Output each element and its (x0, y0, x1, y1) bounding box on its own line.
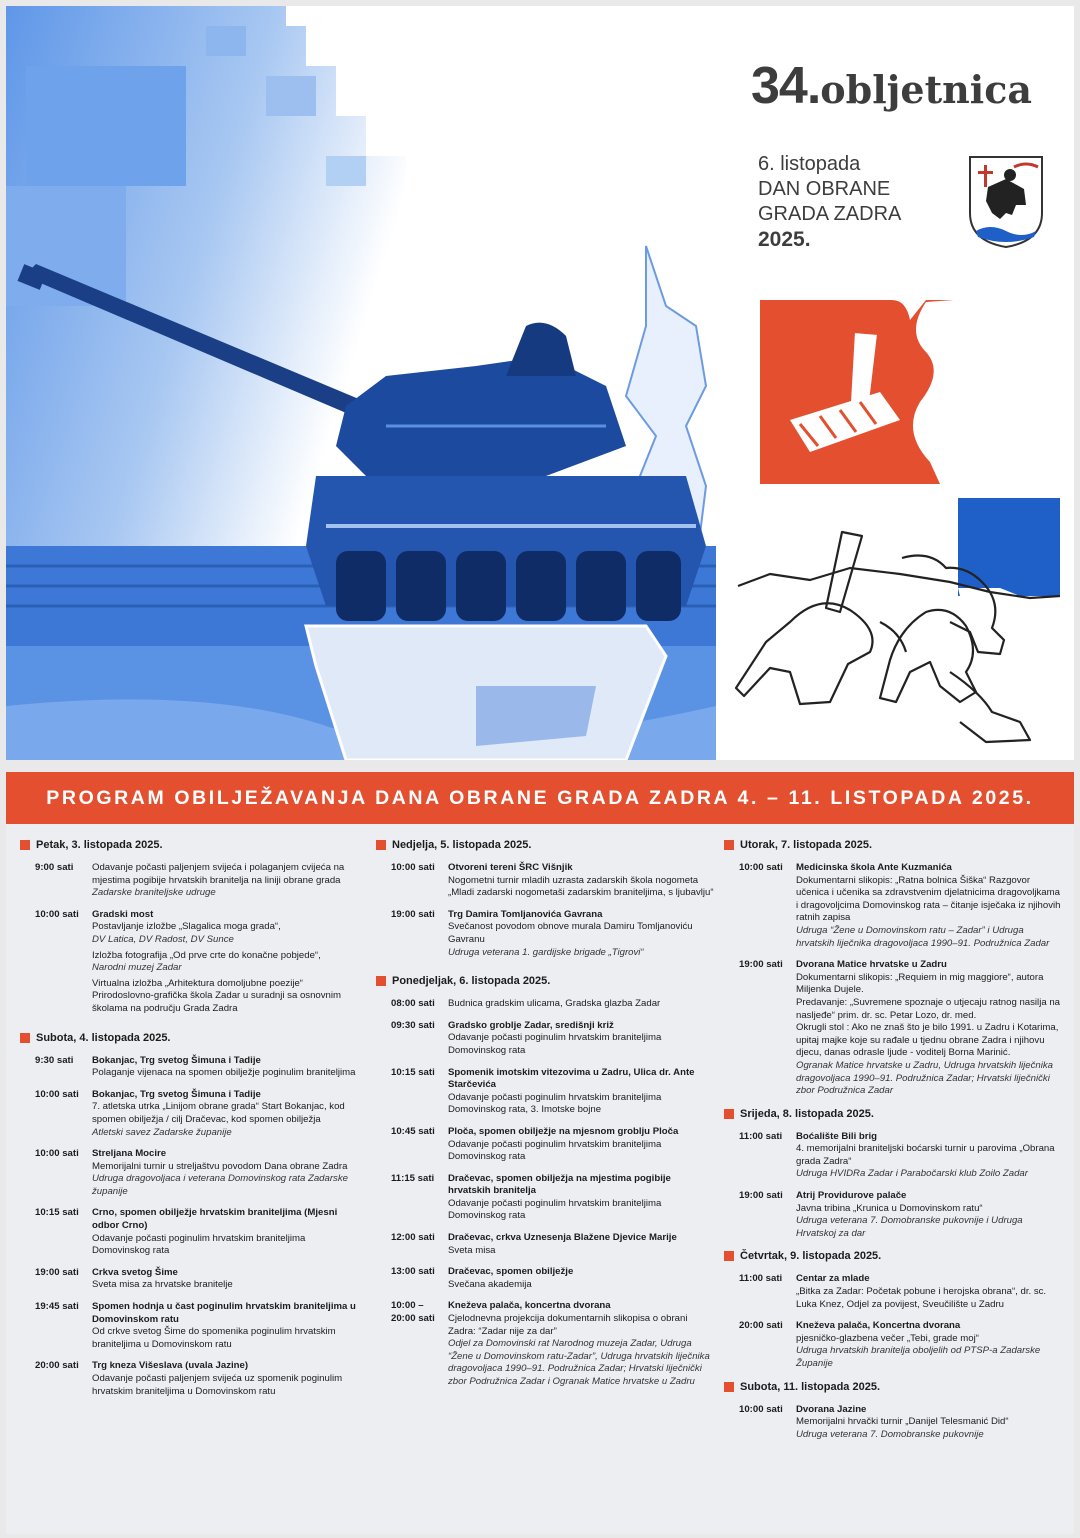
event-place: Medicinska škola Ante Kuzmanića (796, 862, 952, 873)
day-heading (376, 974, 716, 988)
event-item (376, 909, 716, 959)
event-item (376, 1300, 716, 1388)
event-item (376, 998, 716, 1011)
event-description: Memorijalni turnir u streljaštvu povodom Dana obrane Zadra (92, 1160, 348, 1172)
event-item (20, 1148, 360, 1198)
event-description: Od crkve svetog Šime do spomenika poginulim hrvatskim braniteljima u Domovinskom ratu (92, 1326, 336, 1350)
anniversary-word: obljetnica (820, 67, 1032, 112)
event-organizer: Odjel za Domovinski rat Narodnog muzeja Zadar, Udruga “Žene u Domovinskom ratu-Zadar”, Udruga hrvatskih liječnika dragovoljaca 1990–91. Podružnica Zadar; Hrvatski liječnički zbor Podružnica Zadar i Ogranak Matice hrvatske u Zadru (448, 1338, 710, 1387)
title-line-1: DAN OBRANE (758, 178, 891, 200)
event-time: 19:00 sati (739, 1190, 783, 1202)
event-place: Bokanjac, Trg svetog Šimuna i Tadije (92, 1054, 261, 1066)
event-description: Postavljanje izložbe „Slagalica moga grada“, (92, 921, 281, 933)
event-time: 10:15 sati (391, 1066, 435, 1078)
event-item (724, 1320, 1064, 1370)
event-time: 19:00 sati (35, 1266, 79, 1278)
event-item (376, 1020, 716, 1058)
event-organizer: Udruga veterana 7. Domobranske pukovnije (796, 1428, 984, 1440)
event-place: Gradsko groblje Zadar, središnji križ (448, 1019, 614, 1031)
event-place: Trg Damira Tomljanovića Gavrana (448, 908, 603, 920)
event-time: 10:00 sati (739, 862, 783, 873)
tank-memorial-photo (6, 6, 716, 760)
event-time: 11:00 sati (739, 1273, 783, 1285)
event-time: 10:00 sati (739, 1403, 783, 1415)
event-item (724, 1273, 1064, 1311)
event-description: Dokumentarni slikopis: „Requiem in mig maggiore“, autora Miljenka Dujele. (796, 971, 1044, 996)
event-item (20, 1360, 360, 1398)
event-place: Trg kneza Višeslava (uvala Jazine) (92, 1360, 249, 1372)
event-place: Dračevac, spomen obilježja na mjestima pogibije hrvatskih branitelja (448, 1172, 671, 1197)
bullet-square-icon (724, 840, 734, 850)
event-time: 9:00 sati (35, 862, 74, 873)
event-time-end: 20:00 sati (391, 1313, 435, 1325)
schedule-column-3 (724, 838, 1064, 1450)
event-organizer: DV Latica, DV Radost, DV Sunce (92, 933, 234, 945)
event-place: Crno, spomen obilježje hrvatskim braniteljima (Mjesni odbor Crno) (92, 1207, 338, 1232)
event-time: 10:00 sati (35, 1148, 79, 1160)
event-place: Kneževa palača, Koncertna dvorana (796, 1320, 961, 1332)
event-organizer: Udruga “Žene u Domovinskom ratu – Zadar” i Udruga hrvatskih liječnika dragovoljaca 1990–91. Podružnica Zadar (796, 924, 1050, 949)
event-time: 12:00 sati (391, 1232, 435, 1244)
day-heading (724, 1249, 1064, 1263)
event-time: 09:30 sati (391, 1019, 435, 1031)
event-description: Javna tribina „Krunica u Domovinskom ratu“ (796, 1202, 983, 1214)
anniversary-number: 34. (751, 57, 821, 115)
event-time: 10:00 sati (391, 862, 435, 873)
event-item (724, 1190, 1064, 1240)
event-place: Atrij Providurove palače (796, 1190, 907, 1202)
event-item (20, 1055, 360, 1080)
day-title: Subota, 4. listopada 2025. (36, 1031, 171, 1044)
day-title: Utorak, 7. listopada 2025. (740, 839, 873, 851)
event-organizer: Zadarske braniteljske udruge (92, 887, 216, 899)
event-description: Svečana akademija (448, 1278, 532, 1290)
event-description: Predavanje: „Suvremene spoznaje o utjecaju ratnog nasilja na nasljeđe“ prim. dr. sc. Petar Lozo, dr. med. (796, 996, 1060, 1021)
event-item (376, 1232, 716, 1257)
event-description: 4. memorijalni braniteljski boćarski turnir u parovima „Obrana grada Zadra“ (796, 1143, 1055, 1167)
event-description: Svečanost povodom obnove murala Damiru Tomljanoviću Gavranu (448, 921, 693, 945)
day-heading (724, 1107, 1064, 1121)
program-banner (6, 772, 1074, 824)
bullet-square-icon (724, 1109, 734, 1119)
event-organizer: Udruga veterana 1. gardijske brigade „Tigrovi“ (448, 946, 644, 958)
event-description: Nogometni turnir mladih uzrasta zadarskih škola nogometa „Mladi zadarski nogometaši zadarskim braniteljima, s ljubavlju“ (448, 874, 714, 899)
day-heading (20, 1031, 360, 1045)
event-description: Odavanje počasti paljenjem svijeća uz spomenik poginulim hrvatskim braniteljima u Domovinskom ratu (92, 1373, 343, 1397)
date-line: 6. listopada (758, 153, 861, 175)
event-description: Virtualna izložba „Arhitektura domoljubne poezije“ (92, 977, 304, 989)
event-description: Dokumentarni slikopis: „Ratna bolnica Šiška“ Razgovor učenica i učenika sa zdravstvenim djelatnicima dragovoljkama i dragovoljcima Domovinskog rata – čitanje isječaka iz njihovih ratnih zapisa (796, 874, 1061, 924)
event-item (724, 959, 1064, 1098)
day-title: Subota, 11. listopada 2025. (740, 1380, 880, 1393)
event-item (376, 1266, 716, 1291)
event-place: Dračevac, spomen obilježje (448, 1266, 574, 1278)
event-time: 20:00 sati (35, 1360, 79, 1372)
event-description: Budnica gradskim ulicama, Gradska glazba Zadar (448, 998, 661, 1010)
bullet-square-icon (20, 1033, 30, 1043)
event-time: 9:30 sati (35, 1054, 74, 1066)
event-item (376, 1173, 716, 1223)
event-description: Polaganje vijenaca na spomen obilježje poginulim braniteljima (92, 1067, 356, 1079)
event-item (724, 1131, 1064, 1181)
event-item (20, 1301, 360, 1351)
bullet-square-icon (724, 1382, 734, 1392)
day-heading (376, 838, 716, 852)
event-organizer: Udruga HVIDRa Zadar i Parabočarski klub Zoilo Zadar (796, 1168, 1028, 1180)
event-time-start: 10:00 – (391, 1300, 424, 1312)
event-item (724, 1404, 1064, 1442)
day-title: Četvrtak, 9. listopada 2025. (740, 1250, 882, 1263)
event-place: Centar za mlade (796, 1273, 870, 1285)
event-organizer: Prirodoslovno-grafička škola Zadar u suradnji sa osnovnim školama na području Grada Zadra (92, 990, 342, 1014)
event-item (724, 862, 1064, 950)
event-time: 10:00 sati (35, 908, 79, 920)
event-item (376, 862, 716, 900)
program-banner-title: PROGRAM OBILJEŽAVANJA DANA OBRANE GRADA ZADRA 4. – 11. LISTOPADA 2025. (46, 787, 1034, 809)
event-description: Odavanje počasti paljenjem svijeća i polaganjem cvijeća na mjestima pogibije hrvatskih branitelja na liniji obrane grada (92, 862, 345, 886)
event-description: 7. atletska utrka „Linijom obrane grada“ Start Bokanjac, kod spomen obilježja / cilj Dračevac, kod spomen obilježja (92, 1101, 345, 1125)
event-place: Dračevac, crkva Uznesenja Blažene Djevice Marije (448, 1232, 677, 1244)
event-organizer: Atletski savez Zadarske županije (92, 1126, 232, 1138)
event-item (20, 862, 360, 900)
event-place: Ploča, spomen obilježje na mjesnom groblju Ploča (448, 1125, 679, 1137)
event-place: Dvorana Jazine (796, 1403, 867, 1415)
poster (6, 6, 1074, 760)
event-place: Boćalište Bili brig (796, 1130, 878, 1142)
zadar-coat-of-arms-icon (966, 153, 1046, 249)
bullet-square-icon (376, 840, 386, 850)
event-time: 20:00 sati (739, 1320, 783, 1332)
event-description: pjesničko-glazbena večer „Tebi, grade moj“ (796, 1332, 979, 1344)
event-item (376, 1067, 716, 1117)
event-time: 10:00 sati (35, 1088, 79, 1100)
bullet-square-icon (724, 1251, 734, 1261)
event-time: 11:15 sati (391, 1172, 435, 1184)
event-description: Sveta misa (448, 1244, 496, 1256)
event-organizer: Udruga dragovoljaca i veterana Domovinskog rata Zadarske županije (92, 1173, 348, 1197)
day-title: Nedjelja, 5. listopada 2025. (392, 839, 532, 851)
event-place: Gradski most (92, 908, 154, 920)
tank-illustration (6, 6, 716, 760)
day-title: Srijeda, 8. listopada 2025. (740, 1107, 874, 1120)
event-item (20, 1267, 360, 1292)
title-line-2: GRADA ZADRA (758, 203, 902, 225)
event-place: Kneževa palača, koncertna dvorana (448, 1300, 611, 1312)
event-description: Sveta misa za hrvatske branitelje (92, 1279, 233, 1291)
day-heading (724, 1380, 1064, 1394)
event-description: Odavanje počasti poginulim hrvatskim braniteljima Domovinskog rata (92, 1232, 306, 1257)
schedule-column-1 (20, 838, 360, 1407)
day-title: Petak, 3. listopada 2025. (36, 839, 163, 851)
event-place: Bokanjac, Trg svetog Šimuna i Tadije (92, 1088, 261, 1100)
bullet-square-icon (20, 840, 30, 850)
event-time: 19:00 sati (739, 959, 783, 971)
event-organizer: Ogranak Matice hrvatske u Zadru, Udruga hrvatskih liječnika dragovoljaca 1990–91. Podružnica Zadar; Hrvatski liječnički zbor Podružnica Zadar (796, 1059, 1054, 1097)
event-place: Streljana Mocire (92, 1148, 167, 1160)
event-description: Odavanje počasti poginulim hrvatskim braniteljima Domovinskog rata (448, 1138, 662, 1163)
event-organizer: Narodni muzej Zadar (92, 962, 182, 974)
anniversary-heading (751, 56, 1032, 116)
program-schedule (6, 772, 1074, 1534)
year: 2025. (758, 228, 811, 251)
event-item (20, 1207, 360, 1257)
event-description: Odavanje počasti poginulim hrvatskim braniteljima Domovinskog rata (448, 1032, 662, 1056)
event-place: Crkva svetog Šime (92, 1266, 178, 1278)
event-item (20, 909, 360, 1016)
event-organizer: Udruga veterana 7. Domobranske pukovnije i Udruga Hrvatskoj za dar (796, 1215, 1023, 1239)
day-heading (724, 838, 1064, 852)
event-item (376, 1126, 716, 1164)
event-time: 13:00 sati (391, 1266, 435, 1278)
event-description: „Bitka za Zadar: Početak pobune i herojska obrana“, dr. sc. Luka Knez, Odjel za povijest, Sveučilište u Zadru (796, 1286, 1047, 1310)
event-time: 19:45 sati (35, 1301, 79, 1313)
event-time: 10:45 sati (391, 1125, 435, 1137)
event-place: Spomenik imotskim vitezovima u Zadru, Ulica dr. Ante Starčevića (448, 1066, 695, 1091)
event-description: Okrugli stol : Ako ne znaš što je bilo 1991. u Zadru i Kotarima, upitaj majke koje su rađale u tjednu obrane Zadra i njihovu djecu, danas odrasle ljude - voditelj Borna Marinić. (796, 1022, 1059, 1059)
event-time: 08:00 sati (391, 998, 435, 1010)
event-time: 10:15 sati (35, 1207, 79, 1219)
event-time (376, 1300, 448, 1388)
schedule-column-2 (376, 838, 716, 1398)
event-description: Odavanje počasti poginulim hrvatskim braniteljima Domovinskog rata, 3. Imotske bojne (448, 1091, 662, 1116)
event-description: Cjelodnevna projekcija dokumentarnih slikopisa o obrani Zadra: “Zadar nije za dar” (448, 1313, 688, 1337)
event-item (20, 1089, 360, 1139)
event-place: Dvorana Matice hrvatske u Zadru (796, 959, 947, 971)
event-organizer: Udruga hrvatskih branitelja oboljelih od PTSP-a Zadarske Županije (796, 1345, 1041, 1369)
event-description: Odavanje počasti poginulim hrvatskim braniteljima Domovinskog rata (448, 1197, 662, 1222)
day-heading (20, 838, 360, 852)
event-time: 11:00 sati (739, 1130, 783, 1142)
event-time: 19:00 sati (391, 908, 435, 920)
event-description: Memorijalni hrvački turnir „Danijel Telesmanić Did“ (796, 1416, 1009, 1428)
day-title: Ponedjeljak, 6. listopada 2025. (392, 975, 551, 988)
event-subtitle (758, 152, 901, 252)
event-description: Izložba fotografija „Od prve crte do konačne pobjede“, (92, 949, 321, 961)
event-place: Spomen hodnja u čast poginulim hrvatskim braniteljima u Domovinskom ratu (92, 1301, 356, 1325)
bullet-square-icon (376, 976, 386, 986)
event-place: Otvoreni tereni ŠRC Višnjik (448, 862, 573, 873)
soldiers-illustration (730, 292, 1074, 760)
